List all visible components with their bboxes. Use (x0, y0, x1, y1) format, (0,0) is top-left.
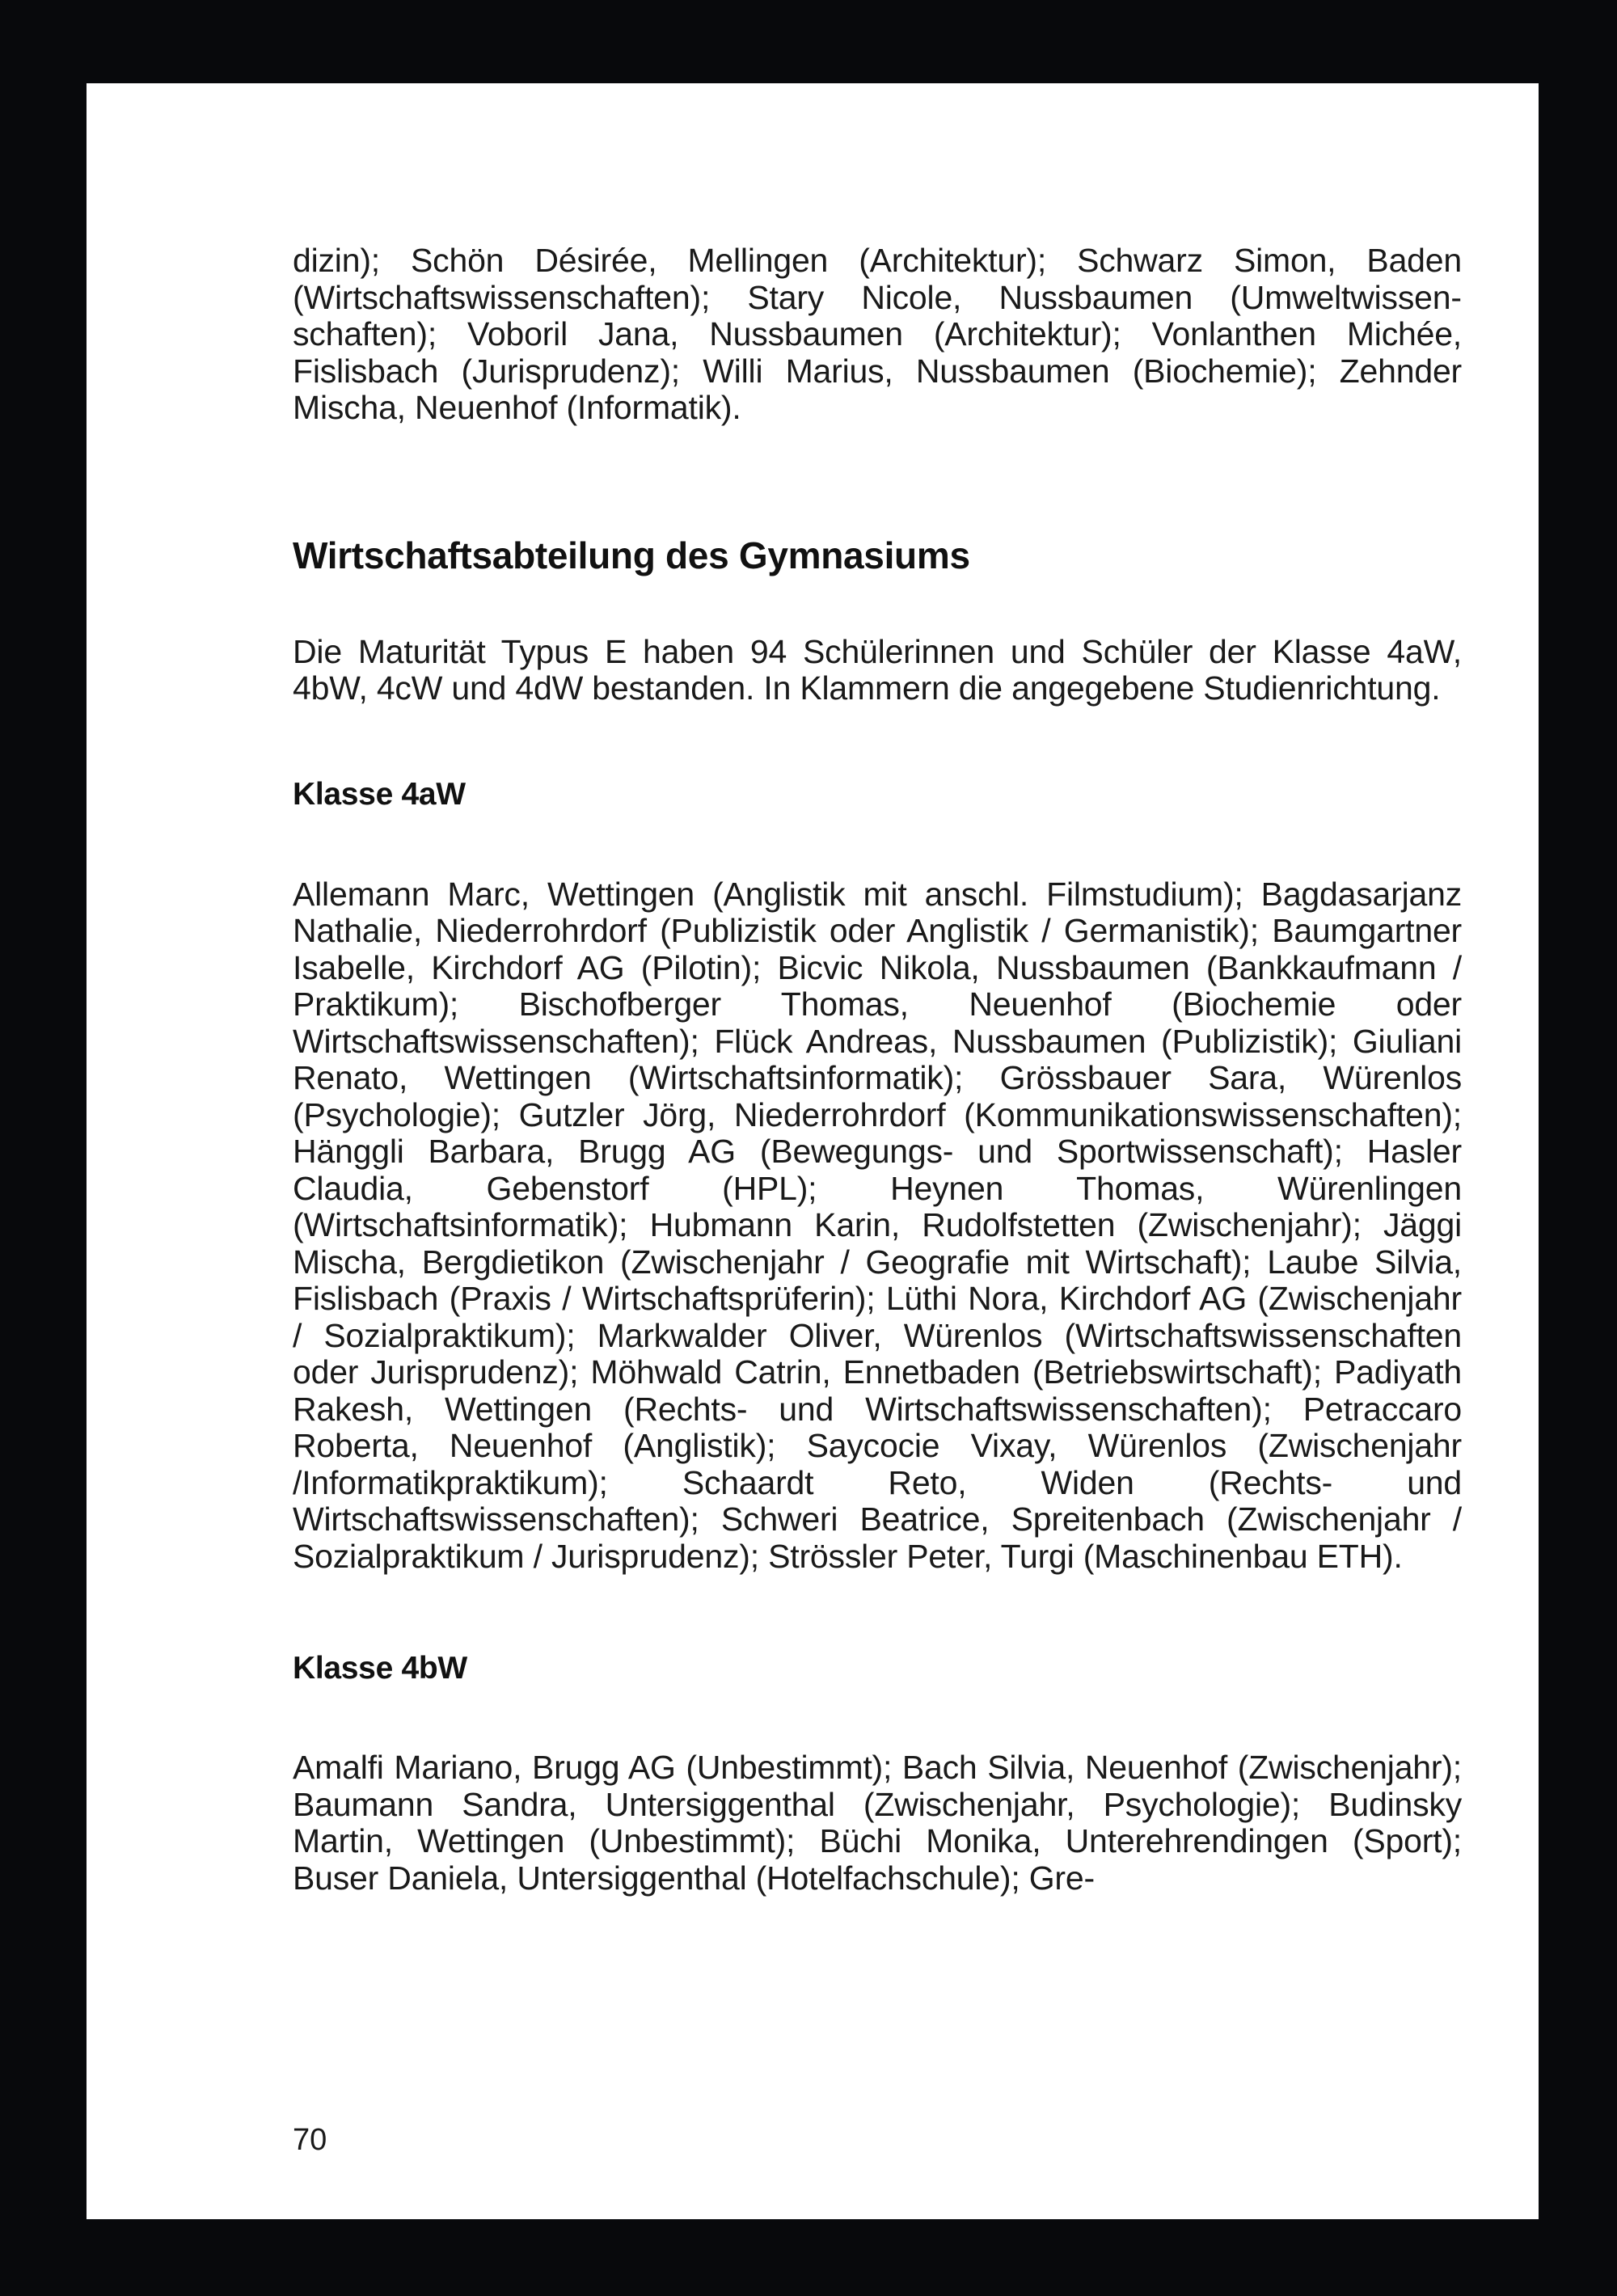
class-heading-4aw: Klasse 4aW (293, 776, 466, 812)
class-student-list-4bw: Amalfi Mariano, Brugg AG (Unbestimmt); Bach Silvia, Neuenhof (Zwischenjahr); Baumann Sandra, Untersiggenthal (Zwischenjahr, Psychologie); Budinsky Martin, Wettingen (Unbestimmt); Büchi Monika, Unterehrendingen (Sport); Buser Daniela, Untersiggenthal (Hotelfachschule); Gre- (293, 1749, 1462, 1897)
document-page (87, 83, 1539, 2219)
section-intro-paragraph: Die Maturität Typus E haben 94 Schülerinnen und Schüler der Klasse 4aW, 4bW, 4cW und 4dW bestanden. In Klammern die angegebene Studienrichtung. (293, 632, 1462, 707)
class-heading-4bw: Klasse 4bW (293, 1651, 467, 1686)
class-student-list-4aw: Allemann Marc, Wettingen (Anglistik mit anschl. Filmstudium); Bagdasarjanz Nathalie, Niederrohrdorf (Publizistik oder Anglistik / Germanistik); Baumgartner Isabelle, Kirchdorf AG (Pilotin); Bicvic Nikola, Nussbaumen (Bankkaufmann / Praktikum); Bischofberger Thomas, Neuenhof (Biochemie oder Wirtschaftswissenschaften); Flück Andreas, Nussbaumen (Publizistik); Giuliani Renato, Wettingen (Wirtschaftsinformatik); Grössbauer Sara, Würenlos (Psychologie); Gutzler Jörg, Niederrohrdorf (Kommunikationswissenschaften); Hänggli Barbara, Brugg AG (Bewegungs- und Sportwissenschaft); Hasler Claudia, Gebenstorf (HPL); Heynen Thomas, Würenlingen (Wirtschaftsinformatik); Hubmann Karin, Rudolfstetten (Zwischenjahr); Jäggi Mischa, Bergdietikon (Zwischenjahr / Geografie mit Wirtschaft); Laube Silvia, Fislisbach (Praxis / Wirtschaftsprüferin); Lüthi Nora, Kirchdorf AG (Zwischenjahr / Sozialpraktikum); Markwalder Oliver, Würenlos (Wirtschaftswissenschaften oder Jurisprudenz); Möhwald Catrin, Ennetbaden (Betriebswirtschaft); Padiyath Rakesh, Wettingen (Rechts- und Wirtschaftswissenschaften); Petraccaro Roberta, Neuenhof (Anglistik); Saycocie Vixay, Würenlos (Zwischenjahr /Informatikpraktikum); Schaardt Reto, Widen (Rechts- und Wirtschaftswissenschaften); Schweri Beatrice, Spreitenbach (Zwischenjahr / Sozialpraktikum / Jurisprudenz); Strössler Peter, Turgi (Maschinenbau ETH). (293, 875, 1462, 1575)
section-heading: Wirtschaftsabteilung des Gymnasiums (293, 534, 970, 576)
continuation-paragraph: dizin); Schön Désirée, Mellingen (Architektur); Schwarz Simon, Baden (Wirtschaftswissenschaften); Stary Nicole, Nussbaumen (Umweltwissenschaften); Voboril Jana, Nussbaumen (Architektur); Vonlanthen Michée, Fislisbach (Jurisprudenz); Willi Marius, Nussbaumen (Biochemie); Zehnder Mischa, Neuenhof (Informatik). (293, 242, 1462, 426)
text-column (293, 243, 1462, 1897)
page-number: 70 (293, 2123, 327, 2157)
